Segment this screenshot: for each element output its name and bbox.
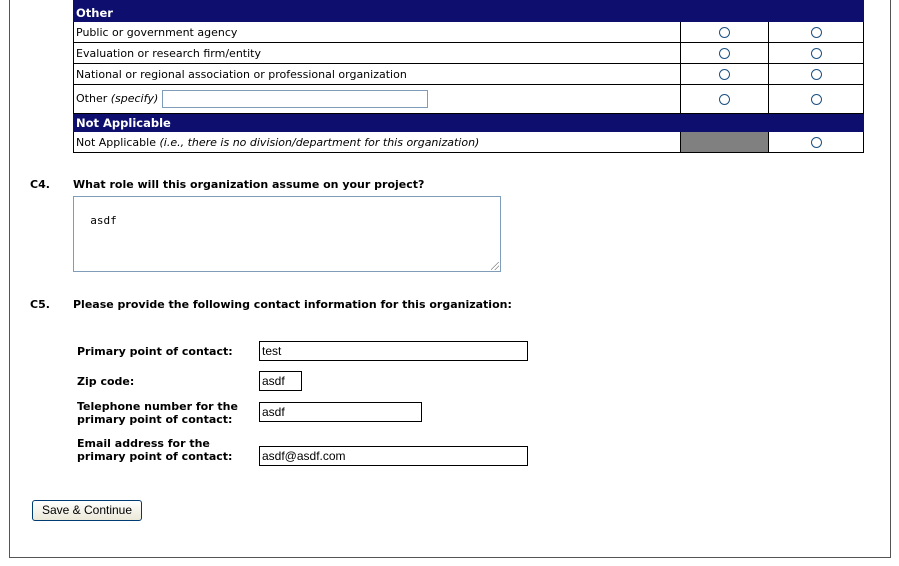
zip-label: Zip code: [77,375,135,388]
radio-button[interactable] [719,27,730,38]
radio-button[interactable] [811,48,822,59]
radio-button[interactable] [811,94,822,105]
radio-button[interactable] [719,69,730,80]
question-number-c4: C4. [30,178,50,191]
other-specify-input[interactable] [162,90,428,108]
section-header-not-applicable: Not Applicable [74,114,864,132]
radio-button[interactable] [811,137,822,148]
row-label: Public or government agency [74,22,681,43]
role-textarea[interactable]: asdf [73,196,501,272]
phone-label: Telephone number for the primary point of contact: [77,400,238,426]
organization-type-table [73,0,864,153]
radio-button[interactable] [811,27,822,38]
radio-button[interactable] [719,94,730,105]
disabled-cell [681,132,769,153]
email-label: Email address for the primary point of contact: [77,437,233,463]
table-row [74,22,864,43]
table-row [74,85,864,114]
section-header-other: Other [74,4,864,22]
radio-button[interactable] [719,48,730,59]
email-input[interactable]: asdf@asdf.com [259,446,528,466]
row-label: Not Applicable (i.e., there is no division/department for this organization) [74,132,681,153]
table-row [74,64,864,85]
contact-label: Primary point of contact: [77,345,233,358]
question-text-c4: What role will this organization assume on your project? [73,178,425,191]
resize-grip-icon[interactable] [491,262,499,270]
phone-input[interactable]: asdf [259,402,422,422]
row-label-other-specify: Other (specify) [74,85,681,114]
save-continue-button[interactable]: Save & Continue [32,500,142,521]
contact-input[interactable]: test [259,341,528,361]
radio-button[interactable] [811,69,822,80]
table-row [74,43,864,64]
table-row [74,132,864,153]
zip-input[interactable]: asdf [259,371,302,391]
row-label: National or regional association or professional organization [74,64,681,85]
question-number-c5: C5. [30,298,50,311]
question-text-c5: Please provide the following contact information for this organization: [73,298,512,311]
row-label: Evaluation or research firm/entity [74,43,681,64]
